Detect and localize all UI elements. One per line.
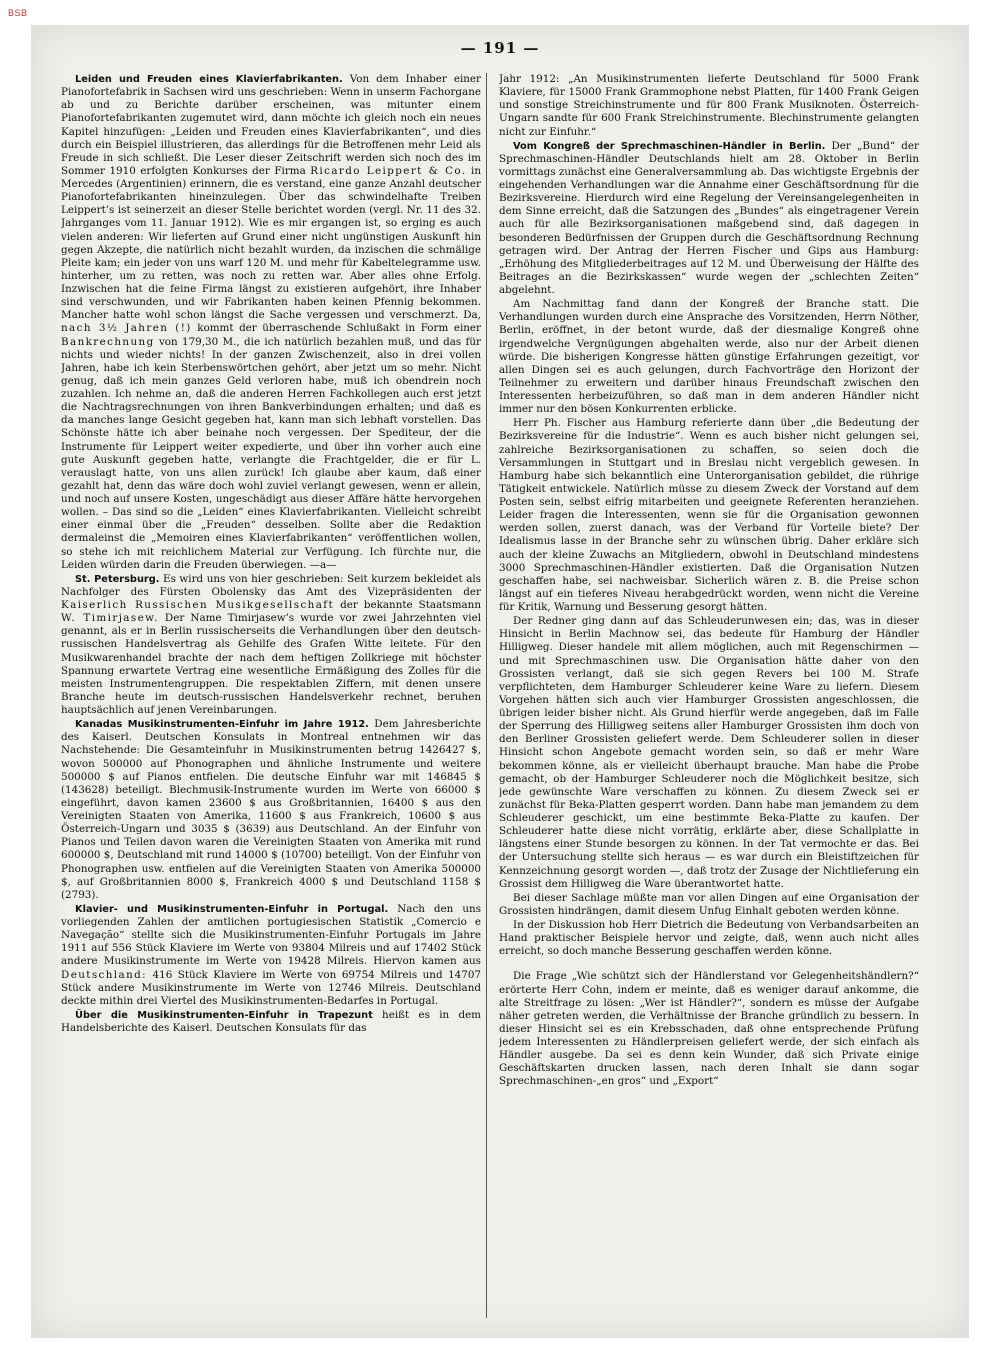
article-heading: Über die Musikinstrumenten-Einfuhr in Trapezunt: [75, 1009, 373, 1021]
firm-name: Ricardo Leippert & Co.: [310, 164, 467, 177]
article-kanada: [61, 718, 481, 902]
paragraph: Der Redner ging dann auf das Schleuderunwesen ein; das, was in dieser Hinsicht in Berlin Machnow sei, das bedeute für Hamburg der Händler Hilligweg. Dieser handele mit allem möglichen, auch mit Regenschirmen — und mit Sprechmaschinen usw. Die Organisation hätte daher von den Grossisten verlangt, daß sie sich gegen Revers bei 100 M. Strafe verpflichteten, dem Hamburger Schleuderer keine Ware zu liefern. Diesem Vorgehen hätten sich auch vier Hamburger Grossisten angeschlossen, die übrigen leider bisher nicht. Als Grund hierfür werde angegeben, daß im Falle der Sperrung des Hilligweg seitens aller Hamburger Grossisten ihm doch von den Berliner Grossisten geliefert werde. Dem Schleuderer sollen in dieser Hinsicht schon Angebote gemacht worden sein, so daß er mehr Ware bekommen könne, als er vielleicht überhaupt brauche. Man habe die Probe gemacht, ob der Hamburger Schleuderer noch die Möglichkeit besitze, sich jede gewünschte Ware verschaffen zu können. Zu diesem Zweck sei er zunächst für Beka-Platten gesperrt worden. Dann habe man jemandem zu dem Schleuderer geschickt, um eine bestimmte Beka-Platte zu kaufen. Der Schleuderer hatte diese nicht vorrätig, erklärte aber, diese Schallplatte in längstens einer Stunde besorgen zu können. In der Tat vermochte er das. Bei der Untersuchung stellte sich heraus — es war durch ein Bleistiftzeichen für Kennzeichnung gesorgt worden —, daß trotz der Zusage der Nichtlieferung ein Grossist dem Hilligweg die Ware überantwortet hatte.: [499, 615, 919, 890]
article-st-petersburg: [61, 573, 481, 717]
article-trapezunt: [61, 1009, 481, 1035]
article-text: Von dem Inhaber einer Pianofortefabrik in Sachsen wird uns geschrieben: Wenn in unserm Fachorgane ab und zu Berichte darüber erscheinen, was mitunter einem Pianofortefabrikanten zugemutet wird, dann möchte ich gleich noch ein neues Kapitel hinzufügen: „Leiden und Freuden eines Klavierfabrikanten“, und dies durch ein Beispiel illustrieren, das allerdings für die Betroffenen mehr Leid als Freude in sich schließt. Die Leser dieser Zeitschrift werden sich noch des im Sommer 1910 erfolgten Konkurses der Firma: [61, 73, 481, 177]
right-column: [499, 73, 919, 1321]
paragraph: Bei dieser Sachlage müßte man vor allen Dingen auf eine Organisation der Grossisten hindrängen, damit diesem Unfug Einhalt geboten werden könne.: [499, 891, 919, 917]
article-heading: Klavier- und Musikinstrumenten-Einfuhr in Portugal.: [75, 903, 389, 915]
paragraph: Die Frage „Wie schützt sich der Händlerstand vor Gelegenheitshändlern?“ erörterte Herr Cohn, indem er meinte, daß es weniger darauf ankomme, die alte Streitfrage zu lösen: „Wer ist Händler?“, sondern es müsse der Aufgabe näher getreten werden, die Verhältnisse der Branche gründlich zu bessern. In dieser Hinsicht sei es ein Krebsschaden, daß ohne entsprechende Prüfung jedem Interessenten zu Händlerpreisen geliefert werde, der sich einfach als Händler ausgebe. Da sei es denn kein Wunder, daß sich Private einige Geschäftskarten drucken lassen, nach deren Inhalt sie dann sogar Sprechmaschinen-„en gros“ und „Export“: [499, 970, 919, 1088]
article-text: kommt der überraschende Schlußakt in Form einer: [191, 322, 481, 335]
article-text: in Mercedes (Argentinien) erinnern, die es verstand, eine ganze Anzahl deutscher Pianofortefabrikanten hineinzulegen. Über das schwindelhafte Treiben Leippert’s ist seinerzeit an dieser Stelle berichtet worden (vergl. Nr. 11 des 32. Jahrganges vom 11. Januar 1912). Wie es mir ergangen ist, so erging es auch vielen anderen: Wir lieferten auf Grund einer nicht ungünstigen Auskunft hin gegen Akzepte, die natürlich nicht bezahlt wurden, da inzischen die schmälige Pleite kam; ein jeder von uns warf 120 M. und mehr für Kabeltelegramme usw. hinterher, um zu retten, was noch zu retten war. Aber alles ohne Erfolg. Inzwischen hat die feine Firma längst zu existieren aufgehört, ihre Inhaber sind verschwunden, und wir Fabrikanten haben keinen Pfennig bekommen. Mancher hatte wohl schon längst die Sache vergessen und verschmerzt. Da,: [61, 164, 481, 322]
article-text: Es wird uns von hier geschrieben: Seit kurzem bekleidet als Nachfolger des Fürsten Obolensky das Amt des Vizepräsidenten der: [61, 572, 481, 598]
article-heading: Kanadas Musikinstrumenten-Einfuhr im Jahre 1912.: [75, 719, 369, 731]
article-text: 416 Stück Klaviere im Werte von 69754 Milreis und 14707 Stück andere Musikinstrumente im Werte von 12746 Milreis. Deutschland deckte mithin drei Viertel des Musikinstrumenten-Bedarfes in Portugal.: [61, 968, 481, 1007]
bsb-watermark: BSB: [8, 8, 28, 18]
emphasis-text: Deutschland:: [61, 968, 148, 981]
article-heading: Vom Kongreß der Sprechmaschinen-Händler in Berlin.: [513, 140, 826, 152]
article-portugal: [61, 903, 481, 1008]
paragraph: In der Diskussion hob Herr Dietrich die Bedeutung von Verbandsarbeiten an Hand praktischer Beispiele hervor und zeigte, daß, wenn auch nicht alles erreicht, so doch manche Besserung geschaffen werden könne.: [499, 919, 919, 958]
article-trapezunt-continued: Jahr 1912: „An Musikinstrumenten lieferte Deutschland für 5000 Frank Klaviere, für 15000 Frank Grammophone nebst Platten, für 1400 Frank Geigen und sonstige Streichinstrumente und für 800 Frank Musiknoten. Österreich-Ungarn sandte für 600 Frank Streichinstrumente. Blechinstrumente gelangten nicht zur Einfuhr.“: [499, 73, 919, 138]
paragraph: Herr Ph. Fischer aus Hamburg referierte dann über „die Bedeutung der Bezirksvereine für die Industrie“. Wenn es auch bisher nicht gelungen sei, zahlreiche Bezirksorganisationen zu schaffen, so seien doch die Versammlungen in Stuttgart und in Breslau nicht vergeblich gewesen. In Hamburg habe sich bekanntlich eine Unterorganisation gebildet, die rührige Tätigkeit entwickele. Natürlich müsse zu diesem Zweck der Vorstand auf dem Posten sein, selbst eifrig mitarbeiten und geeignete Referenten heranziehen. Leider fragen die Interessenten, wenn sie für die Organisation gewonnen werden sollen, zuerst danach, was der Verband für Vorteile biete? Der Idealismus lasse in der Branche sehr zu wünschen übrig. Daher erkläre sich auch der kleine Zuwachs an Mitgliedern, obwohl in Deutschland mindestens 3000 Sprechmaschinen-Händler existierten. Daß die Organisation Nutzen geschaffen habe, sei nachweisbar. Sicherlich wären z. B. die Preise schon längst auf ein tieferes Niveau herabgedrückt worden, wenn nicht die Vereine für Kritik, Warnung und Besserung gesorgt hätten.: [499, 417, 919, 613]
article-text: Der „Bund“ der Sprechmaschinen-Händler Deutschlands hielt am 28. Oktober in Berlin vormittags zunächst eine Generalversammlung ab. Das wichtigste Ergebnis der eingehenden Verhandlungen war die Annahme einer Geschäftsordnung für die Bezirksvereine. Hierdurch wird eine Regelung der Vereinsangelegenheiten in dem Sinne erreicht, daß die Satzungen des „Bundes“ als eingetragener Verein auch für alle Bezirksorganisationen maßgebend sind, daß dagegen in besonderen Bedürfnissen der Gruppen durch die Geschäftsordnung Rechnung getragen wird. Der Antrag der Herren Fischer und Gips aus Hamburg: „Erhöhung des Mitgliederbeitrages auf 12 M. und Überweisung der Hälfte des Beitrages an die Bezirkskassen“ wurde wegen der „schlechten Zeiten“ abgelehnt.: [499, 139, 919, 296]
article-text: Dem Jahresberichte des Kaiserl. Deutschen Konsulats in Montreal entnehmen wir das Nachstehende: Die Gesamteinfuhr in Musikinstrumenten betrug 1426427 $, wovon 500000 auf Phonographen und ähnliche Instrumente und weitere 500000 $ auf Pianos entfielen. Die deutsche Einfuhr war mit 146845 $ (143628) beteiligt. Blechmusik-Instrumente wurden im Werte von 66000 $ eingeführt, davon kamen 23600 $ aus Großbritannien, 16400 $ aus den Vereinigten Staaten von Amerika, 11600 $ aus Frankreich, 10600 $ aus Österreich-Ungarn und 3035 $ (3639) aus Deutschland. An der Einfuhr von Pianos und Teilen davon waren die Vereinigten Staaten von Amerika mit rund 600000 $, Deutschland mit rund 14000 $ (10700) beteiligt. Von der Einfuhr von Phonographen usw. entfielen auf die Vereinigten Staaten von Amerika 500000 $, auf Großbritannien 8000 $, Frankreich 4000 $ und Deutschland 1158 $ (2793).: [61, 718, 481, 901]
article-text: heißt es in dem Handelsberichte des Kaiserl. Deutschen Konsulats für das: [61, 1008, 481, 1034]
article-text: Nach den uns vorliegenden Zahlen der amtlichen portugiesischen Statistik „Comercio e Navegação“ stellte sich die Musikinstrumenten-Einfuhr Portugals im Jahre 1911 auf 556 Stück Klaviere im Werte von 93804 Milreis und auf 17402 Stück andere Musikinstrumente im Werte von 19428 Milreis. Hiervon kamen aus: [61, 902, 481, 968]
article-text: von 179,30 M., die ich natürlich bezahlen muß, und das für nichts und wieder nichts! In der ganzen Zwischenzeit, also in drei vollen Jahren, habe ich kein Sterbenswörtchen gehört, aber jetzt um so mehr. Nicht genug, daß ich mein ganzes Geld verloren habe, muß ich obendrein noch zuzahlen. Ich nehme an, daß die anderen Herren Fachkollegen auch erst jetzt die Nachtragsrechnungen von ihren Bankverbindungen erhalten; und daß es da manches lange Gesicht gegeben hat, kann man sich lebhaft vorstellen. Das Schönste hätte ich aber beinahe noch vergessen. Der Spediteur, der die Instrumente für Leippert weiter expedierte, und über ihn vorher auch eine gute Auskunft gegeben hatte, verlangte die Frachtgelder, die er für L. verauslagt hatte, von uns allen zurück! Ich glaube aber kaum, daß einer gezahlt hat, denn das wäre doch wohl zuviel verlangt gewesen, wenn er allein, und noch auf unsere Kosten, ungeschädigt aus dieser Affäre hätte hervorgehen wollen. – Das sind so die „Leiden“ eines Klavierfabrikanten. Vielleicht schreibt einer einmal über die „Freuden“ desselben. Sollte aber die Redaktion dermaleinst die „Memoiren eines Klavierfabrikanten“ veröffentlichen wollen, so stehe ich mit reichlichem Material zur Verfügung. Ich fürchte nur, die Leiden würden darin die Freuden überwiegen. —a—: [61, 335, 481, 571]
paragraph: Am Nachmittag fand dann der Kongreß der Branche statt. Die Verhandlungen wurden durch eine Ansprache des Vorsitzenden, Herrn Nöther, Berlin, eröffnet, in der betont wurde, daß der diesmalige Kongreß ohne irgendwelche Vergnügungen abgehalten werde, also nur der Arbeit dienen würde. Die bisherigen Kongresse hätten günstige Erfahrungen gezeitigt, vor allen Dingen sei es auch gelungen, durch Fachvorträge den Horizont der Teilnehmer zu erweitern und darüber hinaus Freundschaft zwischen den Interessenten herbeizuführen, so daß man in dem anderen Händler nicht immer nur den bösen Konkurrenten erblicke.: [499, 298, 919, 416]
emphasis-text: nach 3½ Jahren (!): [61, 322, 192, 335]
left-column: [61, 73, 481, 1321]
article-klavierfabrikanten: [61, 73, 481, 572]
article-text: der bekannte Staatsmann: [334, 599, 481, 611]
article-kongress: [499, 140, 919, 298]
article-text: Der Name Timirjasew’s wurde vor zwei Jahrzehnten viel genannt, als er in Berlin russischerseits die Verhandlungen über den deutsch-russischen Handelsvertrag als Gehilfe des Grafen Witte leitete. Für den Musikwarenhandel brachte der nach dem heftigen Zollkriege mit höchster Spannung erwartete Vertrag eine wesentliche Ermäßigung des Zolles für die meisten Instrumentengruppen. Die respektablen Ziffern, mit denen unsere Branche heute im deutsch-russischen Handelsverkehr rechnet, beruhen hauptsächlich auf jenen Vereinbarungen.: [61, 612, 481, 716]
article-heading: Leiden und Freuden eines Klavierfabrikanten.: [75, 74, 343, 85]
article-heading: St. Petersburg.: [75, 573, 160, 585]
page-number: — 191 —: [460, 39, 540, 57]
scanned-page: [31, 25, 969, 1338]
person-name: W. Timirjasew.: [61, 612, 159, 625]
column-divider: [486, 73, 487, 1318]
emphasis-text: Bankrechnung: [61, 335, 155, 348]
society-name: Kaiserlich Russischen Musikgesellschaft: [61, 599, 335, 611]
